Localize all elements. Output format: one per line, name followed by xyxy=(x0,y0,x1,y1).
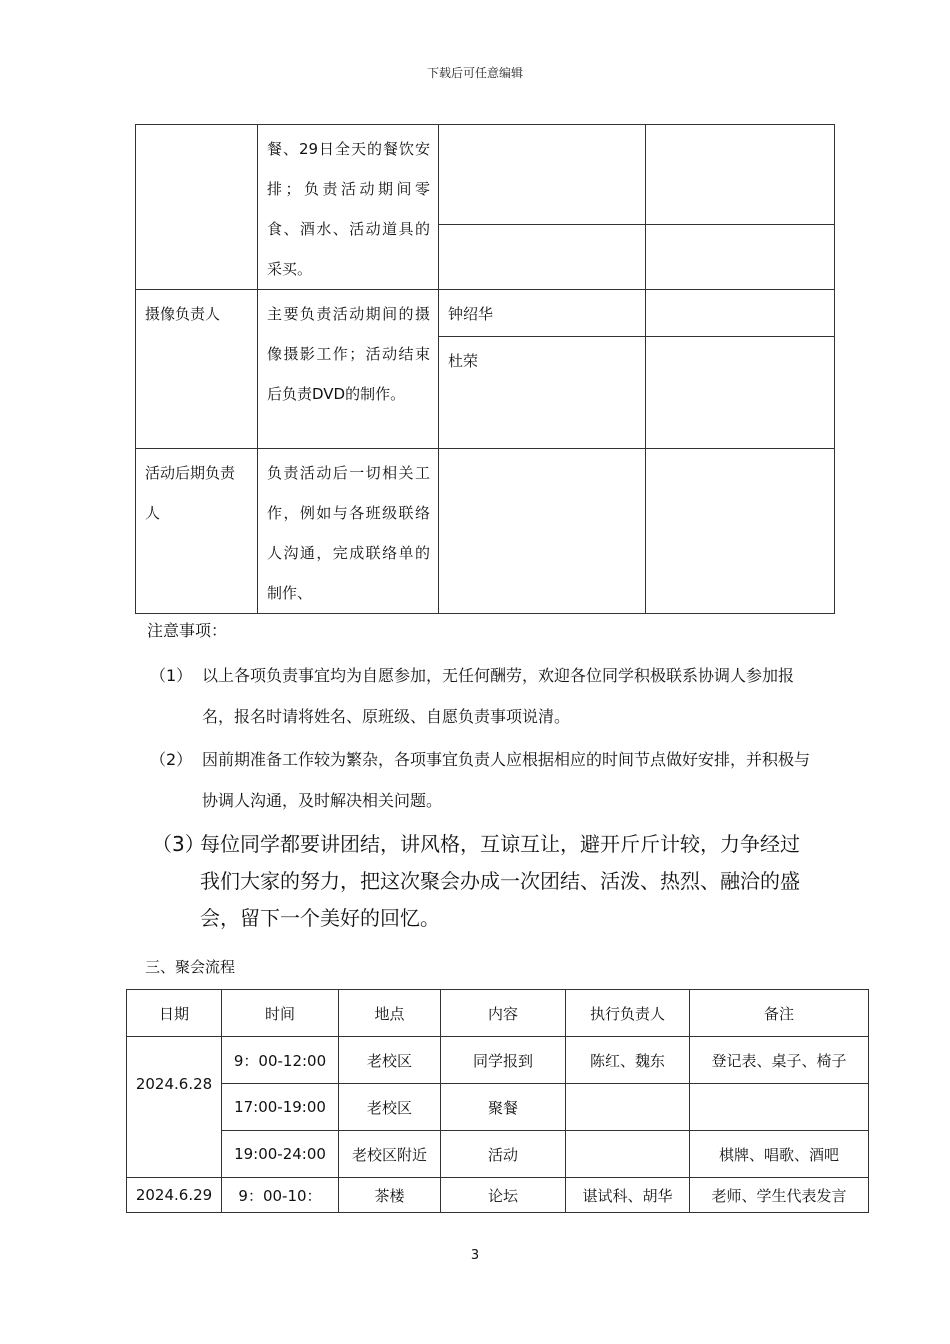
place-cell: 老校区 xyxy=(339,1084,441,1131)
note-cell: 棋牌、唱歌、酒吧 xyxy=(690,1131,869,1178)
note-item xyxy=(152,826,814,937)
schedule-table xyxy=(126,989,869,1213)
place-cell: 茶楼 xyxy=(339,1178,441,1213)
time-cell: 9：00-10： xyxy=(222,1178,339,1213)
note-cell xyxy=(690,1084,869,1131)
content-cell: 活动 xyxy=(441,1131,566,1178)
owner-cell: 陈红、魏东 xyxy=(566,1037,690,1084)
name-cell xyxy=(439,225,646,290)
duty-cell: 负责活动后一切相关工作，例如与各班级联络人沟通，完成联络单的制作、 xyxy=(258,449,439,614)
owner-cell xyxy=(566,1131,690,1178)
page-number: 3 xyxy=(470,1248,480,1263)
name-cell xyxy=(439,125,646,225)
page-header: 下载后可任意编辑 xyxy=(426,66,523,80)
role-cell: 摄像负责人 xyxy=(136,290,258,449)
name-cell: 钟绍华 xyxy=(439,290,646,337)
name-cell: 杜荣 xyxy=(439,337,646,449)
note-cell: 登记表、桌子、椅子 xyxy=(690,1037,869,1084)
empty-cell xyxy=(646,449,835,614)
time-cell: 17:00-19:00 xyxy=(222,1084,339,1131)
empty-cell xyxy=(646,337,835,449)
empty-cell xyxy=(646,290,835,337)
duty-cell: 主要负责活动期间的摄像摄影工作；活动结束后负责DVD的制作。 xyxy=(258,290,439,449)
name-cell xyxy=(439,449,646,614)
content-cell: 聚餐 xyxy=(441,1084,566,1131)
note-cell: 老师、学生代表发言 xyxy=(690,1178,869,1213)
header-cell: 日期 xyxy=(127,990,222,1037)
note-number: （3） xyxy=(152,832,205,856)
content-cell: 同学报到 xyxy=(441,1037,566,1084)
role-cell: 活动后期负责人 xyxy=(136,449,258,614)
duty-cell: 餐、29日全天的餐饮安排；负责活动期间零食、酒水、活动道具的采买。 xyxy=(258,125,439,290)
place-cell: 老校区附近 xyxy=(339,1131,441,1178)
header-cell: 地点 xyxy=(339,990,441,1037)
role-cell xyxy=(136,125,258,290)
note-item xyxy=(150,655,810,737)
owner-cell: 谌试科、胡华 xyxy=(566,1178,690,1213)
owner-cell xyxy=(566,1084,690,1131)
content-cell: 论坛 xyxy=(441,1178,566,1213)
section-title: 三、聚会流程 xyxy=(145,958,236,976)
note-number: （2） xyxy=(150,750,193,769)
note-text: 因前期准备工作较为繁杂，各项事宜负责人应根据相应的时间节点做好安排，并积极与协调人沟通，及时解决相关问题。 xyxy=(202,750,811,810)
header-cell: 时间 xyxy=(222,990,339,1037)
date-cell: 2024.6.28 xyxy=(127,1037,222,1178)
note-item xyxy=(150,739,810,821)
note-number: （1） xyxy=(150,666,193,685)
place-cell: 老校区 xyxy=(339,1037,441,1084)
notes-title: 注意事项： xyxy=(147,621,228,640)
header-cell: 备注 xyxy=(690,990,869,1037)
note-text: 每位同学都要讲团结，讲风格，互谅互让，避开斤斤计较，力争经过我们大家的努力，把这次聚会办成一次团结、活泼、热烈、融洽的盛会，留下一个美好的回忆。 xyxy=(200,832,800,930)
roles-table xyxy=(135,124,835,614)
header-cell: 执行负责人 xyxy=(566,990,690,1037)
header-cell: 内容 xyxy=(441,990,566,1037)
date-cell: 2024.6.29 xyxy=(127,1178,222,1213)
empty-cell xyxy=(646,225,835,290)
time-cell: 19:00-24:00 xyxy=(222,1131,339,1178)
time-cell: 9：00-12:00 xyxy=(222,1037,339,1084)
empty-cell xyxy=(646,125,835,225)
note-text: 以上各项负责事宜均为自愿参加，无任何酬劳，欢迎各位同学积极联系协调人参加报名，报名时请将姓名、原班级、自愿负责事项说清。 xyxy=(202,666,795,726)
